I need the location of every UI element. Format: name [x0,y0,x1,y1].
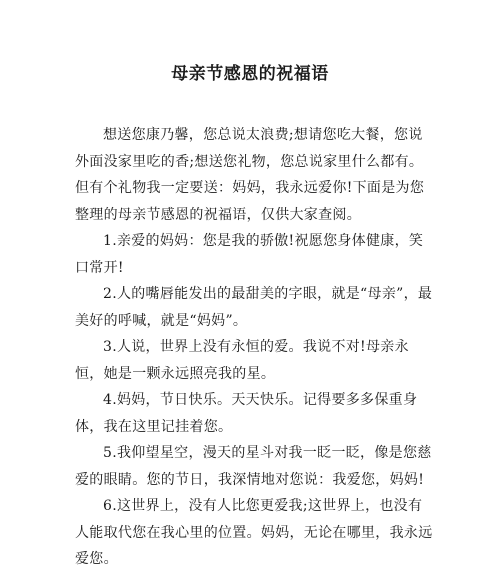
wish-item-6: 6.这世界上，没有人比您更爱我;这世界上，也没有人能取代您在我心里的位置。妈妈，无论在哪里，我永远爱您。 [75,498,433,567]
document-title: 母亲节感恩的祝福语 [171,64,329,84]
wish-item-4: 4.妈妈，节日快乐。天天快乐。记得要多多保重身体，我在这里记挂着您。 [75,392,418,435]
intro-paragraph: 想送您康乃馨，您总说太浪费;想请您吃大餐，您说外面没家里吃的香;想送您礼物，您总说家里什么都有。但有个礼物我一定要送：妈妈，我永远爱你!下面是为您整理的母亲节感恩的祝福语，仅供大家查阅。 [75,127,425,223]
document-body [75,122,435,573]
wish-item-5: 5.我仰望星空，漫天的星斗对我一眨一眨，像是您慈爱的眼睛。您的节日，我深情地对您说：我爱您，妈妈! [75,445,432,488]
wish-item-2: 2.人的嘴唇能发出的最甜美的字眼，就是“母亲”，最美好的呼喊，就是“妈妈”。 [75,286,433,329]
wish-item-3: 3.人说，世界上没有永恒的爱。我说不对!母亲永恒，她是一颗永远照亮我的星。 [75,339,409,382]
wish-item-1: 1.亲爱的妈妈：您是我的骄傲!祝愿您身体健康，笑口常开! [75,233,424,276]
